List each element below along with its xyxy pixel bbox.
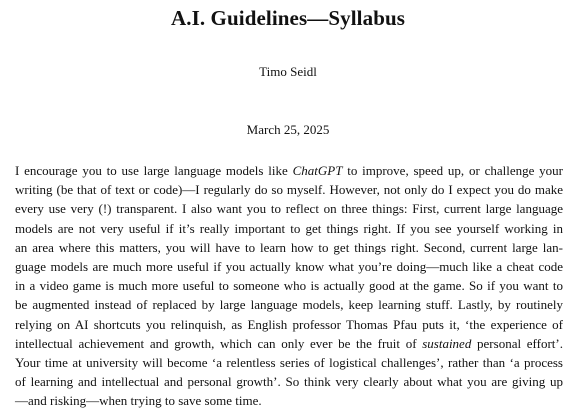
- body-paragraph: [15, 161, 563, 410]
- paragraph-line: in a video game is much more useful to someone who is actually good at the game. So if you want to: [15, 278, 563, 294]
- paragraph-line: —and risking—when trying to save some time.: [15, 393, 262, 409]
- paragraph-line: I encourage you to use large language models like ChatGPT to improve, speed up, or challenge your: [15, 163, 563, 178]
- paragraph-line: Your time at university will become ‘a relentless series of logistical challenges’, rather than ‘a process: [15, 354, 563, 370]
- paragraph-line: an area where this matters, you will have to learn how to get things right. Second, current large lan-: [15, 239, 563, 255]
- document-author: Timo Seidl: [259, 64, 317, 79]
- paragraph-line: intellectual achievement and growth, which can only ever be the fruit of sustained personal effort’.: [15, 335, 563, 351]
- paragraph-line: every use very (!) transparent. I also want you to reflect on three things: First, current large language: [15, 201, 563, 217]
- document-title: A.I. Guidelines—Syllabus: [170, 6, 406, 30]
- document-date: March 25, 2025: [246, 122, 330, 137]
- paragraph-line: writing (be that of text or code)—I regularly do so myself. However, not only do I expect you do make: [15, 182, 563, 198]
- paragraph-line: of learning and intellectual and personal growth’. So think very clearly about what you are giving up: [15, 374, 563, 390]
- paragraph-line: relying on AI shortcuts you relinquish, as English professor Thomas Pfau puts it, ‘the experience of: [15, 316, 563, 332]
- paragraph-line: be augmented instead of replaced by large language models, keep learning stuff. Lastly, by routinely: [15, 297, 563, 313]
- paragraph-line: guage models are much more useful if you actually know what you’re doing—much like a cheat code: [15, 258, 563, 274]
- paragraph-line: models are not very useful if it’s really important to get things right. If you see yourself working in: [15, 220, 563, 236]
